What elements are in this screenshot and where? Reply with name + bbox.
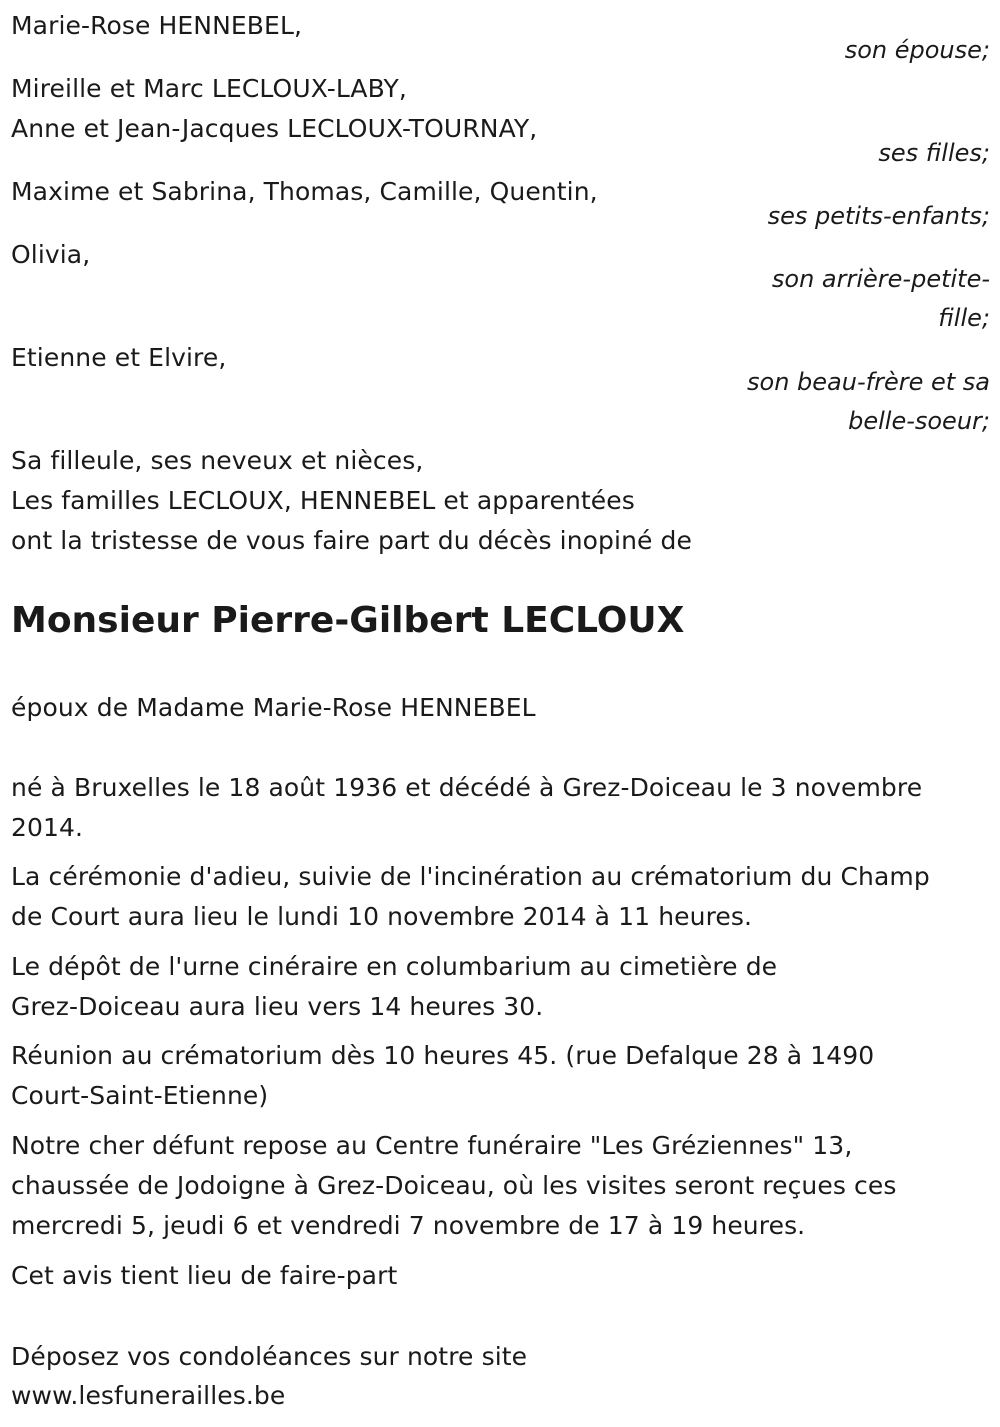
grandchildren-names: Maxime et Sabrina, Thomas, Camille, Quentin, [11, 177, 598, 206]
in-laws-names: Etienne et Elvire, [11, 343, 227, 372]
daughter-couple-1: Mireille et Marc LECLOUX-LABY, [11, 74, 407, 103]
resting-place-line1: Notre cher défunt repose au Centre funéraire "Les Gréziennes" 13, [11, 1131, 853, 1160]
spouse-name: Marie-Rose HENNEBEL, [11, 11, 303, 40]
other-relatives-line1: Sa filleule, ses neveux et nièces, [11, 446, 424, 475]
resting-place-line3: mercredi 5, jeudi 6 et vendredi 7 novembre de 17 à 19 heures. [11, 1211, 806, 1240]
meeting-line2: Court-Saint-Etienne) [11, 1081, 269, 1110]
grandchildren-relation: ses petits-enfants; [767, 202, 990, 230]
urn-line2: Grez-Doiceau aura lieu vers 14 heures 30. [11, 992, 544, 1021]
spouse-relation: son épouse; [844, 36, 990, 64]
ceremony-line2: de Court aura lieu le lundi 10 novembre 2014 à 11 heures. [11, 902, 753, 931]
ceremony-line1: La cérémonie d'adieu, suivie de l'incinération au crématorium du Champ [11, 862, 930, 891]
in-laws-relation-line1: son beau-frère et sa [747, 368, 990, 396]
urn-line1: Le dépôt de l'urne cinéraire en columbarium au cimetière de [11, 952, 778, 981]
other-relatives-line2: Les familles LECLOUX, HENNEBEL et apparentées [11, 486, 635, 515]
announcement-line: ont la tristesse de vous faire part du décès inopiné de [11, 526, 692, 555]
deceased-name: Monsieur Pierre-Gilbert LECLOUX [11, 600, 685, 641]
great-granddaughter-name: Olivia, [11, 240, 91, 269]
condolences-line1: Déposez vos condoléances sur notre site [11, 1342, 528, 1371]
daughter-couple-2: Anne et Jean-Jacques LECLOUX-TOURNAY, [11, 114, 538, 143]
great-granddaughter-relation-line1: son arrière-petite- [771, 265, 990, 293]
condolences-website: www.lesfunerailles.be [11, 1381, 286, 1410]
great-granddaughter-relation-line2: fille; [938, 304, 990, 332]
meeting-line1: Réunion au crématorium dès 10 heures 45. (rue Defalque 28 à 1490 [11, 1041, 875, 1070]
birth-death-line1: né à Bruxelles le 18 août 1936 et décédé à Grez-Doiceau le 3 novembre [11, 773, 923, 802]
in-laws-relation-line2: belle-soeur; [848, 407, 990, 435]
deceased-spouse-of: époux de Madame Marie-Rose HENNEBEL [11, 693, 536, 722]
birth-death-line2: 2014. [11, 813, 84, 842]
notice-text: Cet avis tient lieu de faire-part [11, 1261, 398, 1290]
resting-place-line2: chaussée de Jodoigne à Grez-Doiceau, où les visites seront reçues ces [11, 1171, 897, 1200]
daughters-relation: ses filles; [878, 139, 990, 167]
